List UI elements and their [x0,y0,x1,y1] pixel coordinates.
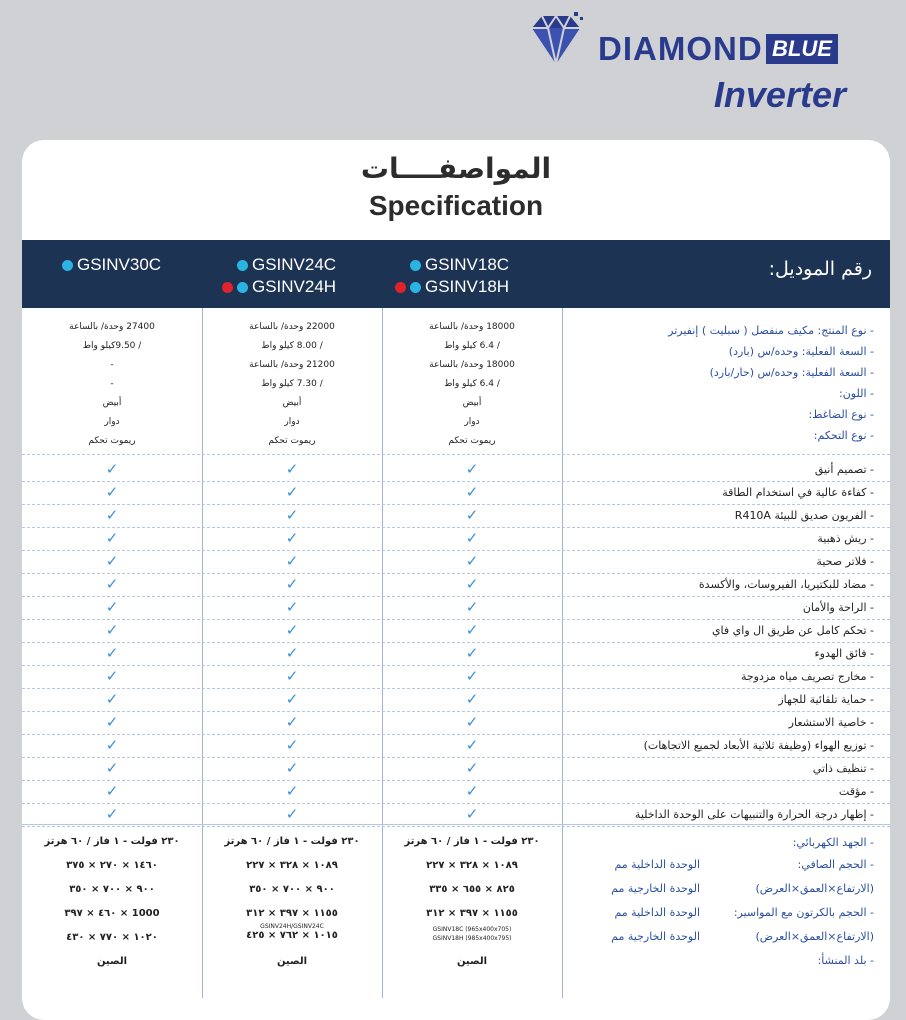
origin-value: الصين [276,956,308,967]
checkmark-icon: ✓ [465,782,479,800]
cooling-dot-icon [410,260,421,271]
voltage-label: - الجهد الكهربائي: [792,836,874,849]
brand-subtitle: Inverter [713,74,846,115]
checkmark-icon: ✓ [105,713,119,731]
spec-value: ريموت تحكم [268,436,316,446]
checkmark-icon: ✓ [465,805,479,823]
heating-dot-icon [222,282,233,293]
cooling-dot-icon [62,260,73,271]
checkmark-icon: ✓ [105,805,119,823]
feature-label: - إظهار درجة الحرارة والتنبيهات على الوحدة الداخلية [634,808,874,821]
feature-label: - فائق الهدوء [814,647,874,660]
packed-indoor-value: ١١٥٥ × ٣٩٧ × ٣١٢ [246,908,338,919]
feature-label: - ريش ذهبية [817,532,874,545]
spec-labels [668,320,874,446]
model-code: GSINV24C [252,255,337,274]
packed-outdoor-value: GSINV18H (985x400x795) [432,935,512,942]
spec-value: 22000 وحدة/ بالساعة [249,322,335,332]
feature-label: - الراحة والأمان [802,601,874,614]
spec-value: دوار [104,417,120,427]
model-code: GSINV30C [77,255,162,274]
checkmark-icon: ✓ [465,759,479,777]
brand-logo [446,12,846,115]
checkmark-icon: ✓ [285,598,299,616]
spec-value: / 7.30 كيلو واط [261,379,323,389]
net-size-label: - الحجم الصافي: [797,858,874,871]
feature-label: - حماية تلقائية للجهاز [778,693,874,706]
checkmark-icon: ✓ [105,552,119,570]
outdoor-label: الوحدة الخارجية مم [611,930,700,943]
checkmark-icon: ✓ [105,575,119,593]
diamond-icon [526,12,586,70]
cooling-dot-icon [410,282,421,293]
net-outdoor-value: ٩٠٠ × ٧٠٠ × ٣٥٠ [69,884,155,895]
checkmark-icon: ✓ [285,552,299,570]
brand-tag: BLUE [766,34,838,64]
checkmark-icon: ✓ [105,483,119,501]
checkmark-icon: ✓ [105,506,119,524]
feature-label: - كفاءة عالية في استخدام الطاقة [722,486,874,499]
origin-value: الصين [456,956,488,967]
checkmark-icon: ✓ [105,667,119,685]
model-code: GSINV24H [252,277,337,296]
checkmark-icon: ✓ [465,483,479,501]
brand-name: DIAMOND [598,30,763,67]
cooling-dot-icon [237,282,248,293]
voltage-value: ٢٣٠ فولت - ١ فاز / ٦٠ هرتز [224,836,360,847]
spec-value: ريموت تحكم [88,436,136,446]
packed-indoor-value: 1000 × ٤٦٠ × ٣٩٧ [64,908,160,919]
checkmark-icon: ✓ [465,644,479,662]
checkmark-icon: ✓ [105,598,119,616]
spec-value: / 8.00 كيلو واط [261,341,323,351]
spec-value: دوار [464,417,480,427]
feature-label: - توزيع الهواء (وظيفة ثلاثية الأبعاد لجميع الاتجاهات) [643,739,874,752]
checkmark-icon: ✓ [465,460,479,478]
checkmark-icon: ✓ [285,621,299,639]
spec-card [22,140,890,1020]
model-column-24 [237,254,336,298]
spec-value: دوار [284,417,300,427]
voltage-value: ٢٣٠ فولت - ١ فاز / ٦٠ هرتز [44,836,180,847]
checkmark-icon: ✓ [465,575,479,593]
checkmark-icon: ✓ [105,736,119,754]
indoor-label: الوحدة الداخلية مم [614,858,700,871]
packed-outdoor-value: ١٠١٥ × ٧٦٢ × ٤٢٥ [246,930,338,941]
spec-label: - نوع التحكم: [813,429,874,442]
spec-value: / 6.4 كيلو واط [444,379,500,389]
spec-value: - [110,360,114,370]
indoor-label: الوحدة الداخلية مم [614,906,700,919]
model-column-18 [410,254,509,298]
page-title-ar: المواصفــــات [360,152,552,185]
spec-label: - نوع المنتج: مكيف منفصل ( سبليت ) إنفيرتر [668,324,874,337]
checkmark-icon: ✓ [105,782,119,800]
checkmark-icon: ✓ [465,552,479,570]
model-code: GSINV18H [425,277,510,296]
column-divider [562,308,563,998]
spec-label: - نوع الضاغط: [808,408,874,421]
checkmark-icon: ✓ [285,644,299,662]
checkmark-icon: ✓ [105,759,119,777]
spec-value: / 6.4 كيلو واط [444,341,500,351]
spec-value: - [110,379,114,389]
checkmark-icon: ✓ [285,506,299,524]
spec-values-24 [202,318,382,451]
heating-dot-icon [395,282,406,293]
checkmark-icon: ✓ [465,598,479,616]
net-indoor-value: ١٠٨٩ × ٣٢٨ × ٢٢٧ [426,860,518,871]
checkmark-icon: ✓ [285,575,299,593]
model-label: رقم الموديل: [768,258,872,280]
checkmark-icon: ✓ [285,483,299,501]
feature-label: - الفريون صديق للبيئة R410A [734,509,874,522]
checkmark-icon: ✓ [285,667,299,685]
checkmark-icon: ✓ [285,690,299,708]
spec-values-18 [382,318,562,451]
packed-size-label: - الحجم بالكرتون مع المواسير: [733,906,874,919]
checkmark-icon: ✓ [465,736,479,754]
packed-outdoor-value: ١٠٢٠ × ٧٧٠ × ٤٣٠ [66,932,158,943]
feature-label: - تنظيف ذاتي [812,762,874,775]
feature-label: - مؤقت [838,785,874,798]
net-outdoor-value: ٩٠٠ × ٧٠٠ × ٣٥٠ [249,884,335,895]
origin-label: - بلد المنشأ: [817,954,874,967]
checkmark-icon: ✓ [105,460,119,478]
spec-value: أبيض [102,398,122,408]
row-divider [22,454,890,455]
checkmark-icon: ✓ [105,621,119,639]
spec-label: - اللون: [839,387,874,400]
feature-label: - تصميم أنيق [814,463,874,476]
net-outdoor-value: ٨٢٥ × ٦٥٥ × ٣٣٥ [429,884,515,895]
checkmark-icon: ✓ [285,713,299,731]
model-code: GSINV18C [425,255,510,274]
spec-value: 27400 وحدة/ بالساعة [69,322,155,332]
packed-indoor-value: ١١٥٥ × ٣٩٧ × ٣١٢ [426,908,518,919]
checkmark-icon: ✓ [105,690,119,708]
page-title-en: Specification [368,190,544,221]
feature-label: - مخارج تصريف مياه مزدوجة [740,670,874,683]
feature-label: - تحكم كامل عن طريق ال واي فاي [711,624,874,637]
checkmark-icon: ✓ [105,644,119,662]
spec-value: أبيض [282,398,302,408]
checkmark-icon: ✓ [465,506,479,524]
spec-label: - السعة الفعلية: وحده/س (بارد) [728,345,874,358]
checkmark-icon: ✓ [285,529,299,547]
feature-label: - خاصية الاستشعار [788,716,874,729]
spec-value: أبيض [462,398,482,408]
checkmark-icon: ✓ [285,460,299,478]
net-indoor-value: ١٠٨٩ × ٣٢٨ × ٢٢٧ [246,860,338,871]
voltage-value: ٢٣٠ فولت - ١ فاز / ٦٠ هرتز [404,836,540,847]
feature-label: - مضاد للبكتيريا، الفيروسات، والأكسدة [698,578,874,591]
cooling-dot-icon [237,260,248,271]
checkmark-icon: ✓ [285,782,299,800]
spec-value: 18000 وحدة/ بالساعة [429,322,515,332]
checkmark-icon: ✓ [285,736,299,754]
model-header [22,240,890,308]
spec-values-30 [22,318,202,451]
spec-label: - السعة الفعلية: وحده/س (حار/بارد) [709,366,874,379]
net-size-sublabel: (الارتفاع×العمق×العرض) [755,882,874,895]
packed-outdoor-note: GSINV24H/GSINV24C [260,923,324,930]
checkmark-icon: ✓ [465,667,479,685]
spec-value: 18000 وحدة/ بالساعة [429,360,515,370]
packed-outdoor-value: GSINV18C (965x400x705) [432,926,512,933]
outdoor-label: الوحدة الخارجية مم [611,882,700,895]
packed-size-sublabel: (الارتفاع×العمق×العرض) [755,930,874,943]
net-indoor-value: ١٤٦٠ × ٢٧٠ × ٣٧٥ [66,860,158,871]
checkmark-icon: ✓ [285,759,299,777]
checkmark-icon: ✓ [105,529,119,547]
checkmark-icon: ✓ [465,529,479,547]
spec-value: 21200 وحدة/ بالساعة [249,360,335,370]
checkmark-icon: ✓ [285,805,299,823]
feature-label: - فلاتر صحية [816,555,874,568]
checkmark-icon: ✓ [465,690,479,708]
row-divider [22,826,890,827]
spec-value: ريموت تحكم [448,436,496,446]
model-column-30 [62,254,161,276]
origin-value: الصين [96,956,128,967]
checkmark-icon: ✓ [465,713,479,731]
row-divider [22,824,890,825]
checkmark-icon: ✓ [465,621,479,639]
spec-value: / 9.50كيلو واط [82,341,142,351]
